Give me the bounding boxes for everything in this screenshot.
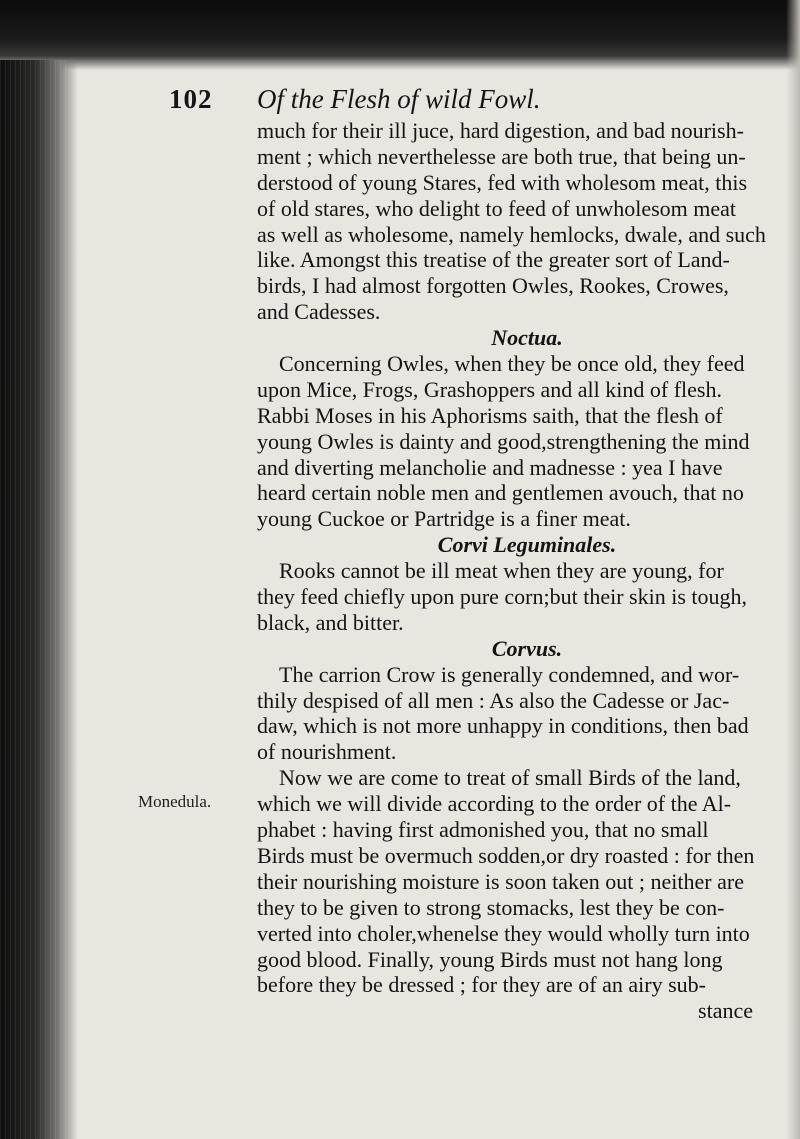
text-line: thily despised of all men : As also the Cadesse or Jac- (257, 687, 730, 713)
text-line: of old stares, who delight to feed of unwholesom meat (257, 195, 737, 221)
text-line: derstood of young Stares, fed with wholesom meat, this (257, 169, 748, 195)
text-line: Now we are come to treat of small Birds of the land, (279, 765, 741, 791)
section-heading: Noctua. (491, 325, 563, 351)
text-line: heard certain noble men and gentlemen avouch, that no (257, 480, 744, 506)
text-line: good blood. Finally, young Birds must not hang long (257, 946, 723, 972)
text-line: phabet : having first admonished you, that no small (257, 817, 709, 843)
text-line: before they be dressed ; for they are of an airy sub- (257, 972, 706, 998)
text-line: Birds must be overmuch sodden,or dry roasted : for then (257, 842, 755, 868)
text-line: ment ; which neverthelesse are both true, that being un- (257, 143, 746, 169)
text-line: verted into choler,whenelse they would wholly turn into (257, 920, 750, 946)
body-text (257, 118, 797, 1024)
text-line: young Owles is dainty and good,strengthening the mind (257, 428, 750, 454)
text-line: and Cadesses. (257, 299, 381, 325)
marginal-note: Monedula. (138, 792, 212, 811)
gutter-texture (0, 60, 70, 1139)
text-line: which we will divide according to the order of the Al- (257, 791, 732, 817)
text-line: black, and bitter. (257, 609, 404, 635)
running-head: Of the Flesh of wild Fowl. (257, 84, 541, 114)
text-line: like. Amongst this treatise of the greater sort of Land- (257, 247, 730, 273)
text-line: Rooks cannot be ill meat when they are young, for (279, 558, 724, 584)
text-line: stance (698, 998, 753, 1024)
text-line: The carrion Crow is generally condemned, and wor- (279, 661, 740, 687)
text-line: birds, I had almost forgotten Owles, Rookes, Crowes, (257, 273, 729, 299)
text-line: they to be given to strong stomacks, lest they be con- (257, 894, 725, 920)
section-heading: Corvi Leguminales. (437, 532, 617, 558)
text-line: they feed chiefly upon pure corn;but their skin is tough, (257, 584, 747, 610)
text-line: their nourishing moisture is soon taken out ; neither are (257, 868, 744, 894)
text-line: young Cuckoe or Partridge is a finer meat. (257, 506, 631, 532)
text-line: Concerning Owles, when they be once old, they feed (279, 351, 745, 377)
page-number: 102 (169, 84, 213, 114)
text-line: as well as wholesome, namely hemlocks, dwale, and such (257, 221, 766, 247)
text-line: of nourishment. (257, 739, 397, 765)
text-line: Rabbi Moses in his Aphorisms saith, that the flesh of (257, 402, 723, 428)
text-line: much for their ill juce, hard digestion, and bad nourish- (257, 118, 744, 143)
section-heading: Corvus. (491, 635, 563, 661)
text-line: upon Mice, Frogs, Grashoppers and all kind of flesh. (257, 376, 722, 402)
text-line: and diverting melancholie and madnesse : yea I have (257, 454, 723, 480)
top-shadow (0, 0, 800, 70)
text-line: daw, which is not more unhappy in conditions, then bad (257, 713, 749, 739)
